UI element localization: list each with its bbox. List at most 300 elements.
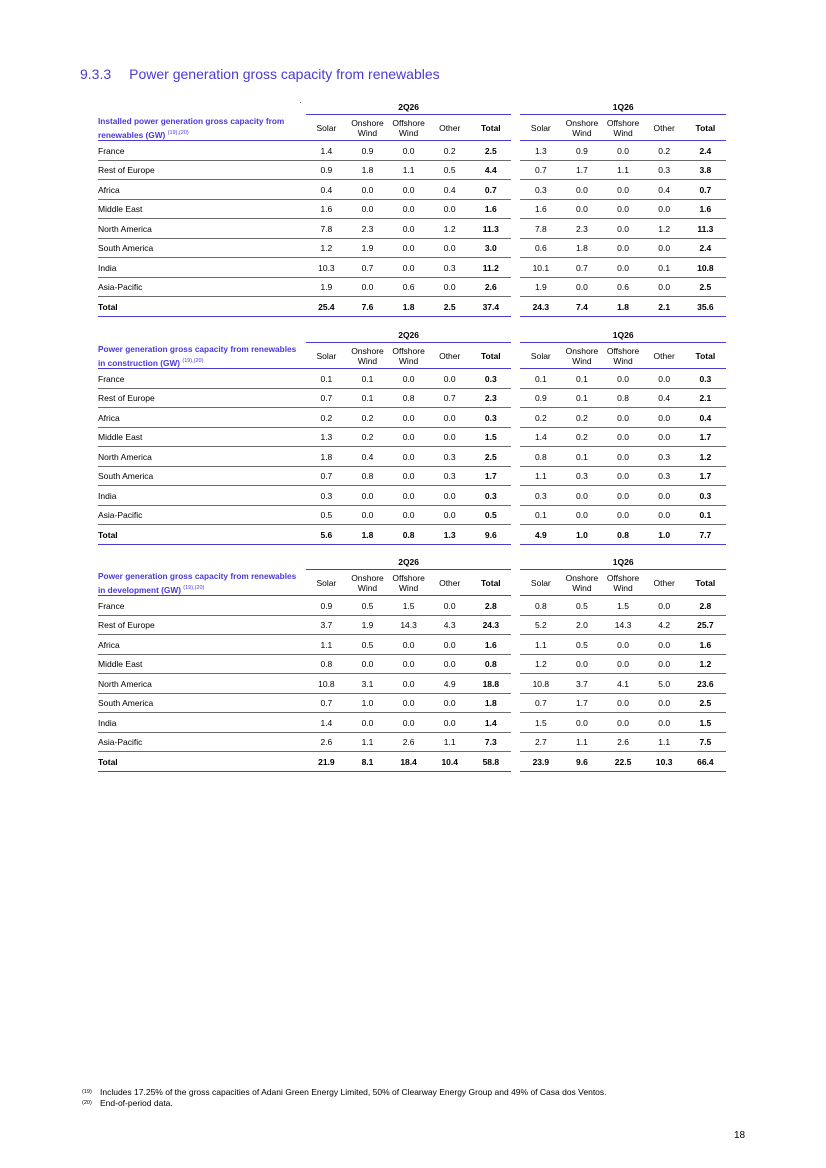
table-title-refs: (19),(20) [183,584,205,591]
total-cell: 7.7 [685,525,726,545]
gap-cell [511,297,520,317]
value-cell: 0.3 [561,466,602,486]
column-header: Solar [306,343,347,369]
table-construction [98,328,726,545]
total-row [98,525,726,545]
table-row [98,238,726,258]
column-header: Offshore Wind [603,570,644,596]
value-cell: 0.3 [520,180,561,200]
total-cell: 0.3 [685,369,726,389]
row-label: France [98,141,306,161]
column-header: Onshore Wind [347,115,388,141]
value-cell: 0.0 [644,427,685,447]
value-cell: 1.1 [561,732,602,752]
value-cell: 10.8 [306,674,347,694]
value-cell: 0.0 [388,713,429,733]
gap-cell [511,180,520,200]
value-cell: 9.6 [561,752,602,772]
period-current: 2Q26 [306,328,512,343]
value-cell: 21.9 [306,752,347,772]
total-cell: 35.6 [685,297,726,317]
value-cell: 0.0 [388,486,429,506]
value-cell: 0.0 [603,258,644,278]
value-cell: 0.5 [561,596,602,616]
row-label: Rest of Europe [98,160,306,180]
value-cell: 0.2 [520,408,561,428]
value-cell: 3.7 [306,615,347,635]
value-cell: 1.1 [520,635,561,655]
value-cell: 0.2 [347,427,388,447]
value-cell: 0.0 [561,199,602,219]
section-number: 9.3.3 [80,66,112,82]
value-cell: 0.0 [603,369,644,389]
total-cell: 1.5 [685,713,726,733]
value-cell: 0.1 [561,369,602,389]
total-cell: 0.8 [470,654,511,674]
table-row [98,277,726,297]
period-previous: 1Q26 [520,555,726,570]
gap-cell [511,570,520,596]
value-cell: 1.2 [429,219,470,239]
total-cell: 1.6 [685,199,726,219]
value-cell: 0.9 [306,596,347,616]
table-title-text: Power generation gross capacity from renewables in development (GW) [98,570,297,595]
value-cell: 0.0 [429,486,470,506]
table-row [98,713,726,733]
column-header: Solar [306,570,347,596]
column-header: Onshore Wind [561,343,602,369]
table-title-refs: (19),(20) [182,357,204,364]
value-cell: 0.7 [306,466,347,486]
row-label: Africa [98,408,306,428]
table-row [98,408,726,428]
page-number: 18 [734,1130,746,1141]
table-row [98,635,726,655]
value-cell: 0.0 [347,199,388,219]
column-header: Other [429,570,470,596]
gap-cell [511,732,520,752]
value-cell: 7.8 [306,219,347,239]
value-cell: 0.8 [520,447,561,467]
footnote-20 [82,1098,607,1109]
value-cell: 0.0 [388,447,429,467]
table-row [98,141,726,161]
row-label: Total [98,297,306,317]
value-cell: 10.4 [429,752,470,772]
value-cell: 0.0 [388,466,429,486]
table-row [98,505,726,525]
value-cell: 4.2 [644,615,685,635]
value-cell: 0.6 [520,238,561,258]
value-cell: 14.3 [388,615,429,635]
value-cell: 0.0 [644,713,685,733]
value-cell: 0.1 [561,447,602,467]
value-cell: 0.8 [306,654,347,674]
column-header: Offshore Wind [388,343,429,369]
gap-cell [511,693,520,713]
value-cell: 1.6 [520,199,561,219]
value-cell: 24.3 [520,297,561,317]
gap-cell [511,466,520,486]
value-cell: 1.5 [520,713,561,733]
footnote-text: End-of-period data. [100,1097,173,1108]
table-title [98,343,306,369]
value-cell: 0.3 [429,447,470,467]
total-cell: 0.3 [470,408,511,428]
row-label: Middle East [98,427,306,447]
value-cell: 8.1 [347,752,388,772]
capacity-table [98,555,726,772]
footnotes [82,1087,607,1108]
total-cell: 1.2 [685,654,726,674]
table-row [98,369,726,389]
value-cell: 3.7 [561,674,602,694]
gap-cell [511,141,520,161]
total-cell: 1.6 [470,635,511,655]
table-row [98,732,726,752]
value-cell: 0.0 [644,277,685,297]
total-cell: 2.8 [470,596,511,616]
value-cell: 1.3 [306,427,347,447]
total-cell: 0.3 [685,486,726,506]
row-label: North America [98,219,306,239]
value-cell: 0.0 [561,486,602,506]
value-cell: 0.7 [347,258,388,278]
value-cell: 0.4 [347,447,388,467]
value-cell: 0.1 [347,388,388,408]
table-row [98,427,726,447]
value-cell: 0.4 [644,180,685,200]
gap-cell [511,427,520,447]
value-cell: 0.1 [520,369,561,389]
row-label: Middle East [98,199,306,219]
value-cell: 1.2 [306,238,347,258]
table-title-text: Installed power generation gross capacity from renewables (GW) [98,115,285,140]
value-cell: 0.3 [644,160,685,180]
value-cell: 4.9 [520,525,561,545]
row-label: Middle East [98,654,306,674]
value-cell: 0.0 [603,427,644,447]
value-cell: 10.1 [520,258,561,278]
value-cell: 0.0 [429,277,470,297]
value-cell: 0.3 [429,258,470,278]
table-development [98,555,726,772]
value-cell: 0.0 [644,635,685,655]
table-title-text: Power generation gross capacity from renewables in construction (GW) [98,343,297,368]
value-cell: 0.6 [603,277,644,297]
column-header: Total [470,570,511,596]
value-cell: 0.0 [388,505,429,525]
value-cell: 0.0 [429,596,470,616]
value-cell: 2.5 [429,297,470,317]
gap-cell [511,408,520,428]
value-cell: 2.6 [388,732,429,752]
gap-cell [511,654,520,674]
column-header: Total [470,343,511,369]
value-cell: 1.8 [603,297,644,317]
row-label: Rest of Europe [98,615,306,635]
value-cell: 0.0 [388,408,429,428]
value-cell: 0.8 [603,525,644,545]
column-header: Other [644,115,685,141]
gap-cell [511,115,520,141]
value-cell: 5.6 [306,525,347,545]
value-cell: 1.5 [603,596,644,616]
value-cell: 0.0 [429,369,470,389]
value-cell: 0.1 [306,369,347,389]
column-header-row [98,115,726,141]
table-title [98,115,306,141]
value-cell: 7.6 [347,297,388,317]
value-cell: 1.3 [429,525,470,545]
value-cell: 0.3 [429,466,470,486]
gap-cell [511,615,520,635]
total-cell: 66.4 [685,752,726,772]
total-cell: 2.5 [685,277,726,297]
column-header: Other [644,343,685,369]
value-cell: 0.0 [603,180,644,200]
total-cell: 0.4 [685,408,726,428]
total-cell: 23.6 [685,674,726,694]
column-header: Solar [520,115,561,141]
table-row [98,447,726,467]
value-cell: 0.7 [306,693,347,713]
value-cell: 0.0 [644,693,685,713]
value-cell: 0.9 [520,388,561,408]
value-cell: 0.0 [644,486,685,506]
value-cell: 0.0 [429,427,470,447]
value-cell: 0.0 [347,180,388,200]
row-label: Africa [98,180,306,200]
value-cell: 0.5 [429,160,470,180]
value-cell: 0.0 [644,408,685,428]
total-cell: 7.5 [685,732,726,752]
row-label: South America [98,238,306,258]
total-cell: 3.8 [685,160,726,180]
period-header-row [98,555,726,570]
value-cell: 1.6 [306,199,347,219]
total-cell: 1.7 [470,466,511,486]
column-header: Onshore Wind [347,570,388,596]
gap-cell [511,596,520,616]
value-cell: 0.9 [306,160,347,180]
total-cell: 2.4 [685,238,726,258]
gap-cell [511,713,520,733]
gap-cell [511,486,520,506]
value-cell: 1.9 [347,615,388,635]
gap-cell [511,258,520,278]
value-cell: 2.3 [347,219,388,239]
value-cell: 0.0 [388,693,429,713]
total-cell: 11.3 [685,219,726,239]
value-cell: 0.1 [561,388,602,408]
gap-cell [511,219,520,239]
row-label: India [98,713,306,733]
total-cell: 37.4 [470,297,511,317]
column-header-row [98,570,726,596]
row-label: South America [98,466,306,486]
value-cell: 1.2 [644,219,685,239]
value-cell: 0.8 [347,466,388,486]
value-cell: 0.0 [603,238,644,258]
value-cell: 0.0 [429,199,470,219]
gap-cell [511,238,520,258]
column-header-row [98,343,726,369]
value-cell: 2.3 [561,219,602,239]
value-cell: 22.5 [603,752,644,772]
total-cell: 0.1 [685,505,726,525]
row-label: Asia-Pacific [98,505,306,525]
value-cell: 1.8 [561,238,602,258]
value-cell: 0.0 [429,505,470,525]
value-cell: 0.0 [603,635,644,655]
value-cell: 1.1 [644,732,685,752]
value-cell: 1.1 [520,466,561,486]
table-row [98,654,726,674]
value-cell: 0.5 [347,596,388,616]
value-cell: 0.5 [347,635,388,655]
column-header: Onshore Wind [561,570,602,596]
value-cell: 0.1 [644,258,685,278]
gap-cell [511,328,520,343]
value-cell: 0.7 [429,388,470,408]
row-label: Rest of Europe [98,388,306,408]
row-label: North America [98,674,306,694]
value-cell: 1.1 [388,160,429,180]
total-cell: 2.5 [470,447,511,467]
stray-mark: · [299,98,302,107]
value-cell: 0.0 [347,713,388,733]
value-cell: 25.4 [306,297,347,317]
total-cell: 1.4 [470,713,511,733]
column-header: Total [685,115,726,141]
table-title [98,570,306,596]
value-cell: 1.8 [347,525,388,545]
value-cell: 0.0 [561,505,602,525]
value-cell: 1.8 [388,297,429,317]
value-cell: 1.9 [520,277,561,297]
value-cell: 5.0 [644,674,685,694]
row-label: France [98,369,306,389]
column-header: Other [644,570,685,596]
total-cell: 1.8 [470,693,511,713]
gap-cell [511,199,520,219]
value-cell: 0.2 [306,408,347,428]
capacity-table [98,100,726,317]
value-cell: 10.8 [520,674,561,694]
value-cell: 0.0 [429,408,470,428]
gap-cell [511,752,520,772]
value-cell: 1.8 [347,160,388,180]
value-cell: 0.3 [306,486,347,506]
total-row [98,297,726,317]
gap-cell [511,674,520,694]
table-row [98,693,726,713]
gap-cell [511,369,520,389]
value-cell: 0.0 [561,180,602,200]
row-label: Asia-Pacific [98,277,306,297]
gap-cell [511,447,520,467]
value-cell: 0.0 [561,654,602,674]
column-header: Onshore Wind [561,115,602,141]
value-cell: 0.0 [347,277,388,297]
value-cell: 0.0 [603,466,644,486]
gap-cell [511,277,520,297]
value-cell: 0.9 [347,141,388,161]
value-cell: 0.0 [388,674,429,694]
column-header: Offshore Wind [603,343,644,369]
value-cell: 0.0 [603,219,644,239]
value-cell: 1.0 [561,525,602,545]
row-label: India [98,486,306,506]
value-cell: 0.0 [388,635,429,655]
value-cell: 3.1 [347,674,388,694]
value-cell: 1.9 [347,238,388,258]
value-cell: 0.4 [306,180,347,200]
period-header-row [98,100,726,115]
column-header: Onshore Wind [347,343,388,369]
value-cell: 0.0 [388,369,429,389]
value-cell: 0.3 [644,466,685,486]
column-header: Total [685,343,726,369]
period-current: 2Q26 [306,100,512,115]
total-cell: 58.8 [470,752,511,772]
value-cell: 0.0 [603,505,644,525]
blank-cell [98,100,306,115]
column-header: Total [470,115,511,141]
value-cell: 0.0 [388,180,429,200]
value-cell: 0.2 [561,408,602,428]
table-row [98,674,726,694]
total-cell: 2.4 [685,141,726,161]
value-cell: 0.1 [520,505,561,525]
value-cell: 0.0 [347,654,388,674]
row-label: Total [98,525,306,545]
value-cell: 1.9 [306,277,347,297]
gap-cell [511,343,520,369]
value-cell: 0.5 [306,505,347,525]
total-cell: 1.7 [685,427,726,447]
value-cell: 1.0 [644,525,685,545]
value-cell: 2.6 [603,732,644,752]
total-cell: 1.2 [685,447,726,467]
table-row [98,160,726,180]
column-header: Total [685,570,726,596]
value-cell: 0.0 [561,277,602,297]
value-cell: 2.1 [644,297,685,317]
value-cell: 0.2 [561,427,602,447]
table-row [98,486,726,506]
value-cell: 7.4 [561,297,602,317]
total-cell: 2.1 [685,388,726,408]
value-cell: 0.0 [644,369,685,389]
column-header: Offshore Wind [388,115,429,141]
value-cell: 0.0 [603,447,644,467]
total-cell: 1.5 [470,427,511,447]
footnote-19 [82,1087,607,1098]
value-cell: 4.1 [603,674,644,694]
footnote-text: Includes 17.25% of the gross capacities of Adani Green Energy Limited, 50% of Clearway Energy Group and 49% of Casa dos Ventos. [100,1087,607,1097]
period-header-row [98,328,726,343]
value-cell: 0.2 [429,141,470,161]
value-cell: 0.0 [388,654,429,674]
value-cell: 0.0 [429,238,470,258]
value-cell: 1.2 [520,654,561,674]
total-cell: 0.7 [685,180,726,200]
value-cell: 0.0 [388,219,429,239]
table-row [98,258,726,278]
total-cell: 4.4 [470,160,511,180]
